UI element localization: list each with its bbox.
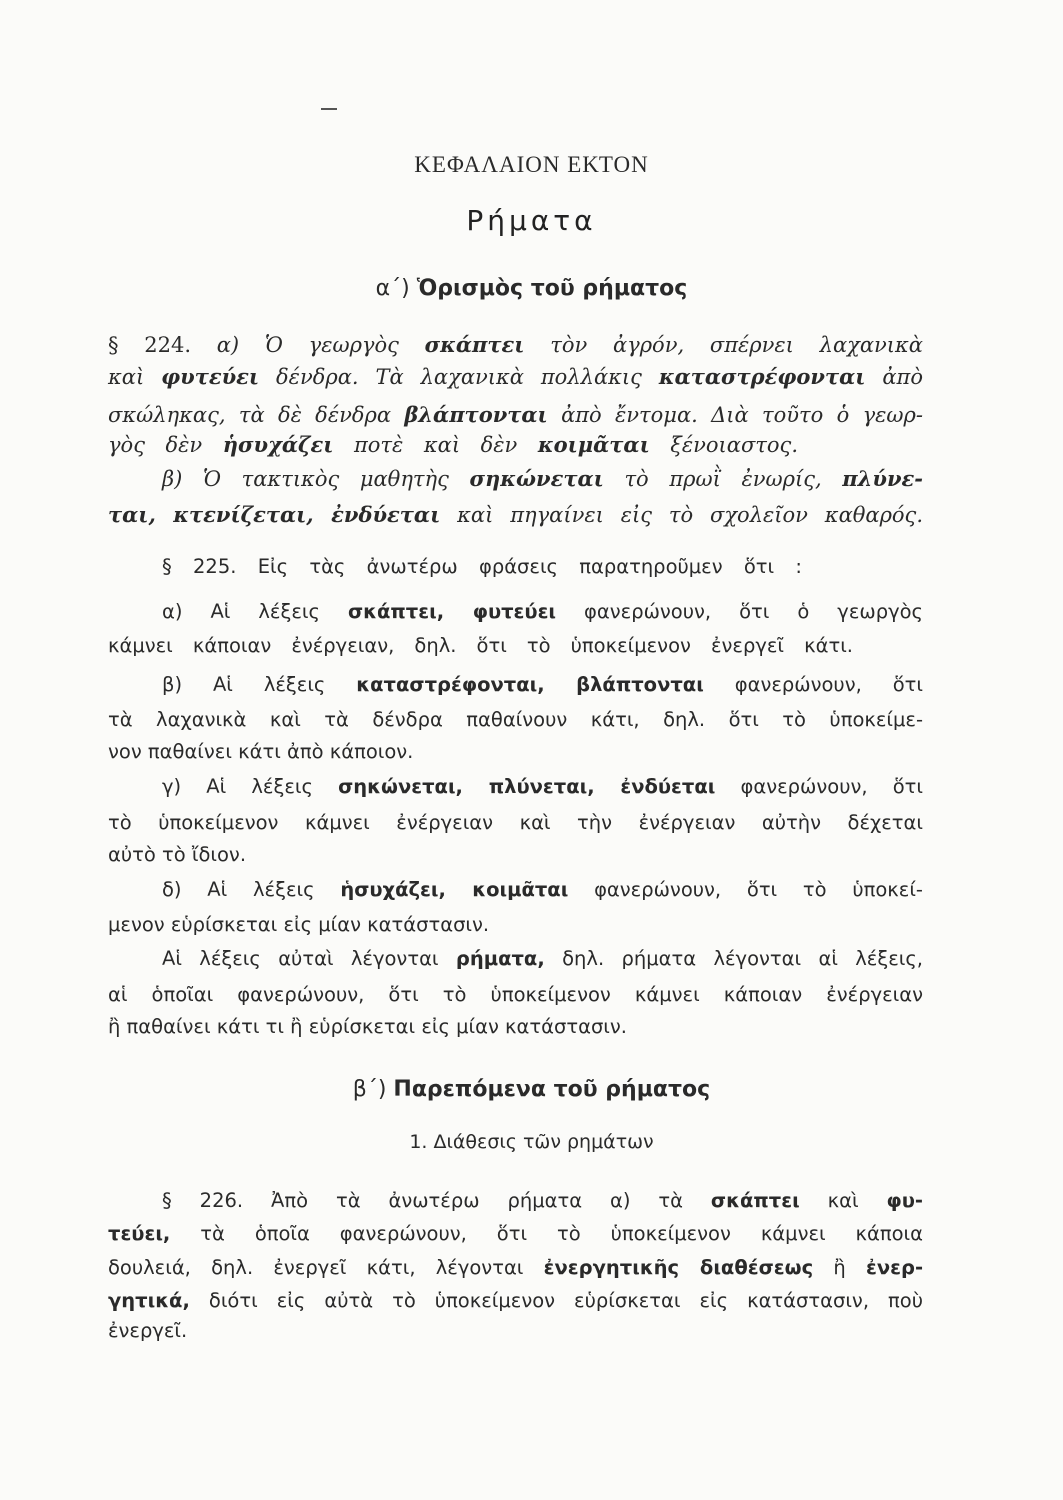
verb-emphasis: ἡσυχάζει (222, 432, 334, 457)
p224-line-3 (108, 400, 923, 430)
text-run: δένδρα. Τὰ λαχανικὰ πολλάκις (276, 365, 642, 389)
p225-b-line-1 (162, 670, 923, 700)
text-run: τὸ πρωῒ ἐνωρίς, (624, 467, 822, 491)
p226-line-2 (108, 1219, 923, 1249)
text-run: § 224. (108, 333, 191, 357)
section-title: Παρεπόμενα τοῦ ρήματος (393, 1077, 711, 1102)
p225-e-line-1 (162, 944, 923, 974)
p225-b-line-2: τὰ λαχανικὰ καὶ τὰ δένδρα παθαίνουν κάτι, δηλ. ὅτι τὸ ὑποκείμε- (108, 708, 923, 731)
page-mark (321, 108, 337, 110)
page-title: Ρήματα (466, 204, 597, 237)
section-heading-b (0, 1077, 1063, 1102)
verb-emphasis: πλύνε- (842, 466, 923, 491)
p225-intro: § 225. Εἰς τὰς ἀνωτέρω φράσεις παρατηροῦμεν ὅτι : (162, 555, 802, 578)
text-run: καὶ (827, 1189, 859, 1212)
verb-emphasis: σκάπτει (710, 1189, 800, 1212)
subsection-heading: 1. Διάθεσις τῶν ρημάτων (409, 1131, 654, 1153)
text-run: ποτὲ καὶ δὲν (353, 433, 518, 457)
p226-line-3 (108, 1253, 923, 1283)
p226-line-1 (162, 1186, 923, 1216)
p225-e-line-3: ἢ παθαίνει κάτι τι ἢ εὑρίσκεται εἰς μίαν κατάστασιν. (108, 1015, 627, 1038)
p225-b-line-3: νον παθαίνει κάτι ἀπὸ κάποιον. (108, 740, 414, 763)
text-run: γὸς δὲν (108, 433, 203, 457)
verb-emphasis: βλάπτονται (404, 402, 548, 427)
text-run: φανερώνουν, ὅτι τὸ ὑποκεί- (594, 878, 923, 901)
p225-d-line-2: μενον εὑρίσκεται εἰς μίαν κατάστασιν. (108, 913, 490, 936)
text-run: § 226. Ἀπὸ τὰ ἀνωτέρω ρήματα α) τὰ (162, 1189, 683, 1212)
p225-d-line-1 (162, 875, 923, 905)
text-run: α) Ὁ γεωργὸς (216, 333, 399, 357)
verb-emphasis: φυ- (886, 1189, 924, 1212)
verb-emphasis: καταστρέφονται, βλάπτονται (356, 673, 704, 696)
text-run: β) Ὁ τακτικὸς μαθητὴς (162, 467, 449, 491)
p225-a-line-2: κάμνει κάποιαν ἐνέργειαν, δηλ. ὅτι τὸ ὑποκείμενον ἐνεργεῖ κάτι. (108, 634, 853, 657)
text-run: δ) Αἱ λέξεις (162, 878, 315, 901)
verb-emphasis: ρήματα, (455, 947, 545, 970)
text-run: δηλ. ρήματα λέγονται αἱ λέξεις, (562, 947, 924, 970)
verb-emphasis: σηκώνεται (469, 466, 604, 491)
p225-c-line-1 (162, 772, 923, 802)
text-run: ξένοιαστος. (670, 433, 798, 457)
text-run: ἀπὸ ἔντομα. Διὰ τοῦτο ὁ γεωρ- (561, 403, 923, 427)
text-run: διότι εἰς αὐτὰ τὸ ὑποκείμενον εὑρίσκεται εἰς κατάστασιν, ποὺ (208, 1289, 923, 1312)
verb-emphasis: κοιμᾶται (537, 432, 650, 457)
verb-emphasis: σκάπτει, φυτεύει (347, 600, 557, 623)
verb-emphasis: ἐνερ- (866, 1256, 924, 1279)
text-run: καὶ (108, 365, 145, 389)
verb-emphasis: τεύει, (108, 1222, 171, 1245)
p225-e-line-2: αἱ ὁποῖαι φανερώνουν, ὅτι τὸ ὑποκείμενον κάμνει κάποιαν ἐνέργειαν (108, 983, 923, 1006)
verb-emphasis: ται, κτενίζεται, ἐνδύεται (108, 502, 441, 527)
verb-emphasis: φυτεύει (161, 364, 260, 389)
text-run: σκώληκας, τὰ δὲ δένδρα (108, 403, 392, 427)
verb-emphasis: ἐνεργητικῆς διαθέσεως (543, 1256, 814, 1279)
text-run: Αἱ λέξεις αὐταὶ λέγονται (162, 947, 439, 970)
text-run: ἀπὸ (882, 365, 923, 389)
text-run: καὶ πηγαίνει εἰς τὸ σχολεῖον καθαρός. (457, 503, 923, 527)
p224-line-1 (108, 330, 923, 360)
verb-emphasis: καταστρέφονται (658, 364, 866, 389)
p224-line-5 (162, 464, 923, 494)
section-label: β΄) (352, 1077, 387, 1102)
p225-c-line-2: τὸ ὑποκείμενον κάμνει ἐνέργειαν καὶ τὴν ἐνέργειαν αὐτὴν δέχεται (108, 811, 923, 834)
p226-line-5: ἐνεργεῖ. (108, 1319, 188, 1342)
verb-emphasis: ἡσυχάζει, κοιμᾶται (340, 878, 569, 901)
p226-line-4 (108, 1286, 923, 1316)
section-title: Ὁρισμὸς τοῦ ρήματος (416, 276, 688, 301)
p225-c-line-3: αὐτὸ τὸ ἴδιον. (108, 843, 247, 866)
text-run: τὸν ἀγρόν, σπέρνει λαχανικὰ (550, 333, 923, 357)
p224-line-4 (108, 430, 798, 460)
text-run: φανερώνουν, ὅτι (740, 775, 923, 798)
p224-line-6 (108, 500, 923, 530)
chapter-heading: ΚΕΦΑΛΑΙΟΝ ΕΚΤΟΝ (414, 152, 649, 177)
section-label: α΄) (375, 276, 410, 301)
text-run: ἢ (833, 1256, 846, 1279)
text-run: φανερώνουν, ὅτι ὁ γεωργὸς (584, 600, 923, 623)
p225-a-line-1 (162, 597, 923, 627)
text-run: δουλειά, δηλ. ἐνεργεῖ κάτι, λέγονται (108, 1256, 524, 1279)
verb-emphasis: σηκώνεται, πλύνεται, ἐνδύεται (338, 775, 716, 798)
text-run: β) Αἱ λέξεις (162, 673, 326, 696)
text-run: α) Αἱ λέξεις (162, 600, 320, 623)
p224-line-2 (108, 362, 923, 392)
text-run: φανερώνουν, ὅτι (734, 673, 923, 696)
verb-emphasis: γητικά, (108, 1289, 190, 1312)
text-run: τὰ ὁποῖα φανερώνουν, ὅτι τὸ ὑποκείμενον κάμνει κάποια (200, 1222, 924, 1245)
section-heading-a (0, 276, 1063, 301)
text-run: γ) Αἱ λέξεις (162, 775, 313, 798)
verb-emphasis: σκάπτει (424, 332, 525, 357)
